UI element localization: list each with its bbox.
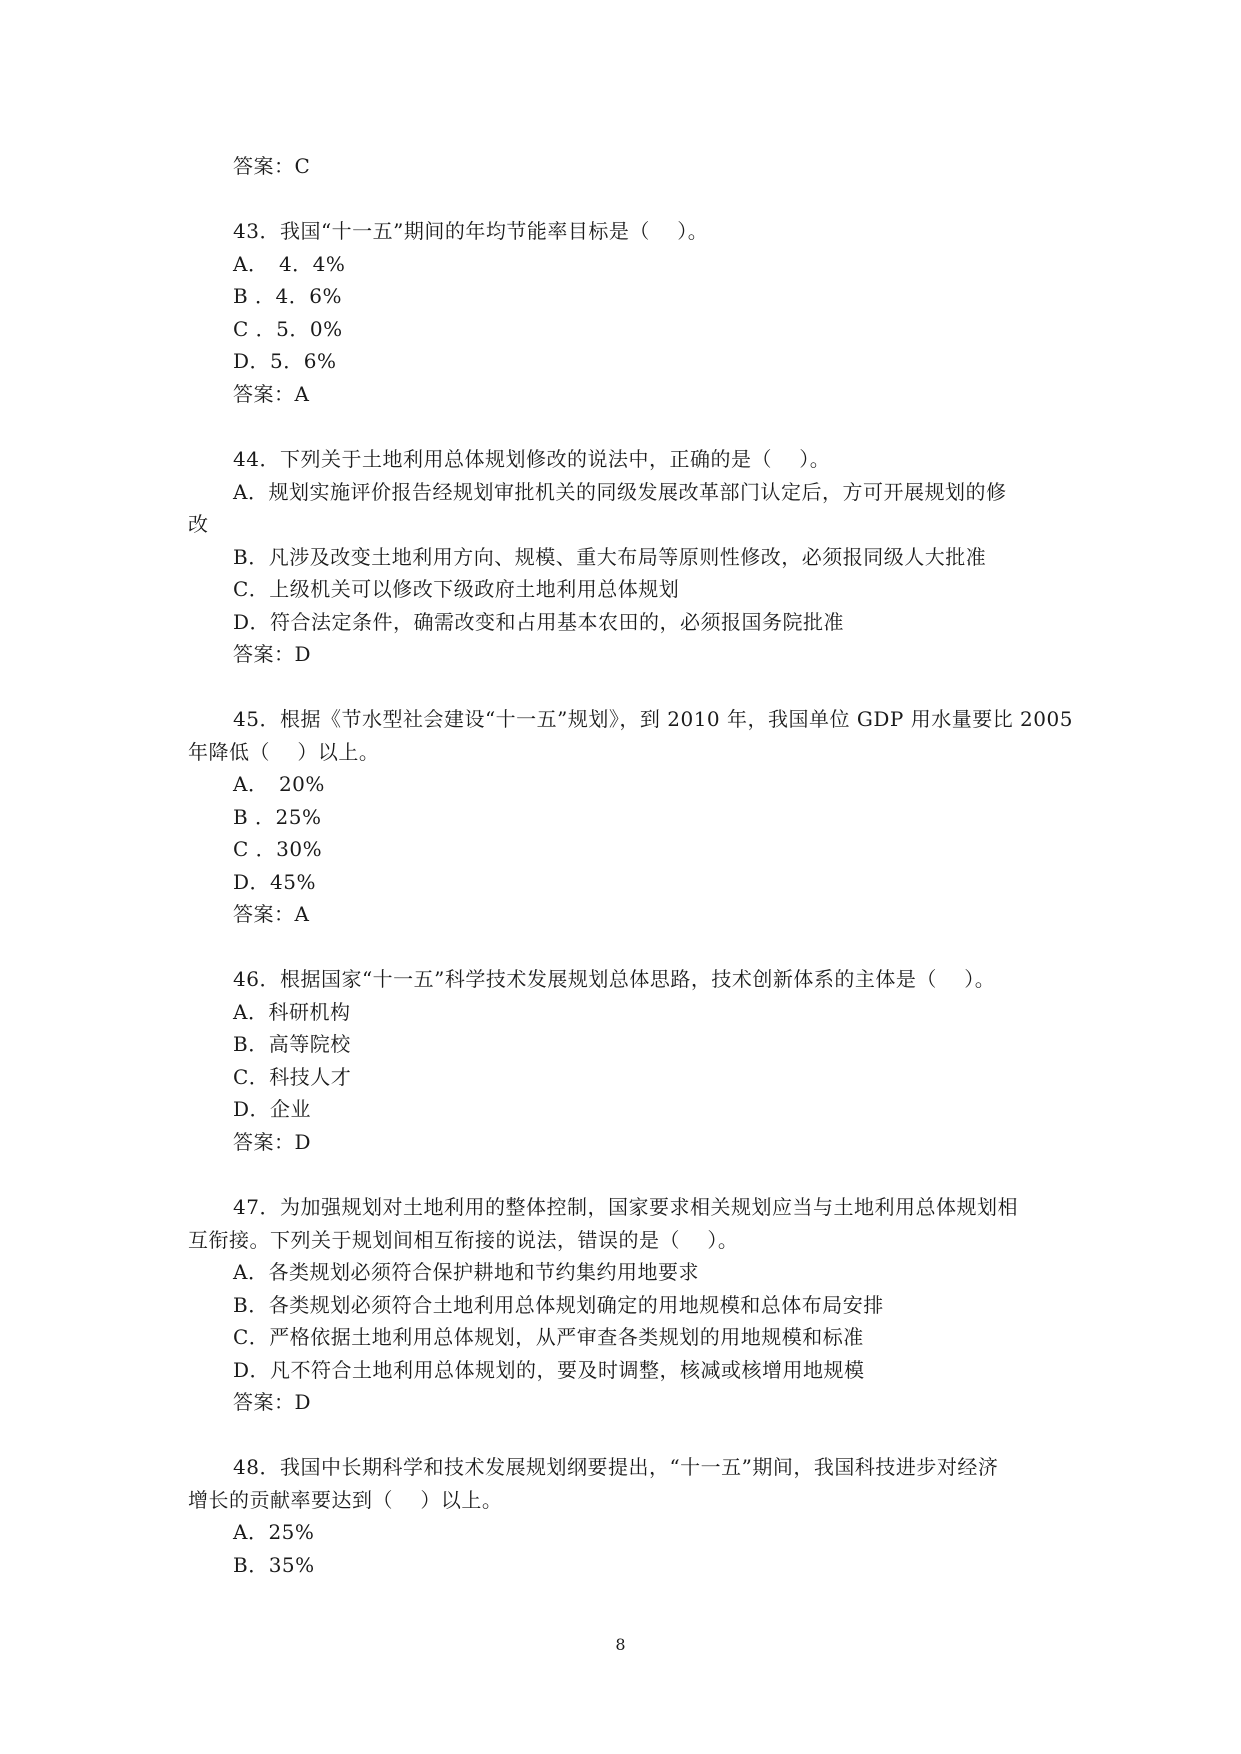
q43-option-c: C ．5．0% xyxy=(233,317,343,341)
q43-option-b: B ．4．6% xyxy=(233,284,343,308)
answer-47: 答案：D xyxy=(233,1390,312,1414)
q44-option-a: A．规划实施评价报告经规划审批机关的同级发展改革部门认定后，方可开展规划的修 xyxy=(233,480,1007,504)
q45-option-d: D．45% xyxy=(233,870,316,894)
q47-option-b: B．各类规划必须符合土地利用总体规划确定的用地规模和总体布局安排 xyxy=(233,1293,884,1317)
q47-option-a: A．各类规划必须符合保护耕地和节约集约用地要求 xyxy=(233,1260,699,1284)
answer-43: 答案：A xyxy=(233,382,310,406)
q43-option-d: D．5．6% xyxy=(233,349,337,373)
q48-option-a: A．25% xyxy=(233,1520,315,1544)
question-48: 48．我国中长期科学和技术发展规划纲要提出，“十一五”期间，我国科技进步对经济 xyxy=(233,1455,999,1479)
question-47-continued: 互衔接。下列关于规划间相互衔接的说法，错误的是（ ）。 xyxy=(188,1228,739,1252)
answer-44: 答案：D xyxy=(233,642,312,666)
page-number: 8 xyxy=(615,1635,626,1654)
q46-option-a: A．科研机构 xyxy=(233,1000,351,1024)
question-46: 46．根据国家“十一五”科学技术发展规划总体思路，技术创新体系的主体是（ ）。 xyxy=(233,967,996,991)
q44-option-d: D．符合法定条件，确需改变和占用基本农田的，必须报国务院批准 xyxy=(233,610,845,634)
q46-option-b: B．高等院校 xyxy=(233,1032,351,1056)
q44-option-a-continued: 改 xyxy=(188,512,209,536)
q47-option-c: C．严格依据土地利用总体规划，从严审查各类规划的用地规模和标准 xyxy=(233,1325,864,1349)
answer-46: 答案：D xyxy=(233,1130,312,1154)
q48-option-b: B．35% xyxy=(233,1553,315,1577)
q45-option-b: B ．25% xyxy=(233,805,322,829)
question-48-continued: 增长的贡献率要达到（ ）以上。 xyxy=(188,1488,503,1512)
q44-option-b: B．凡涉及改变土地利用方向、规模、重大布局等原则性修改，必须报同级人大批准 xyxy=(233,545,987,569)
question-45-continued: 年降低（ ）以上。 xyxy=(188,740,380,764)
answer-45: 答案：A xyxy=(233,902,310,926)
question-45: 45．根据《节水型社会建设“十一五”规划》，到 2010 年，我国单位 GDP 用水量要比 2005 xyxy=(233,707,1073,731)
answer-42: 答案：C xyxy=(233,154,311,178)
question-44: 44．下列关于土地利用总体规划修改的说法中，正确的是（ ）。 xyxy=(233,447,831,471)
q44-option-c: C．上级机关可以修改下级政府土地利用总体规划 xyxy=(233,577,680,601)
q45-option-a: A． 20% xyxy=(233,772,325,796)
question-43: 43．我国“十一五”期间的年均节能率目标是（ ）。 xyxy=(233,219,709,243)
q46-option-c: C．科技人才 xyxy=(233,1065,352,1089)
q43-option-a: A． 4．4% xyxy=(233,252,346,276)
q47-option-d: D．凡不符合土地利用总体规划的，要及时调整，核减或核增用地规模 xyxy=(233,1358,865,1382)
question-47: 47．为加强规划对土地利用的整体控制，国家要求相关规划应当与土地利用总体规划相 xyxy=(233,1195,1018,1219)
q46-option-d: D．企业 xyxy=(233,1097,312,1121)
q45-option-c: C ．30% xyxy=(233,837,323,861)
